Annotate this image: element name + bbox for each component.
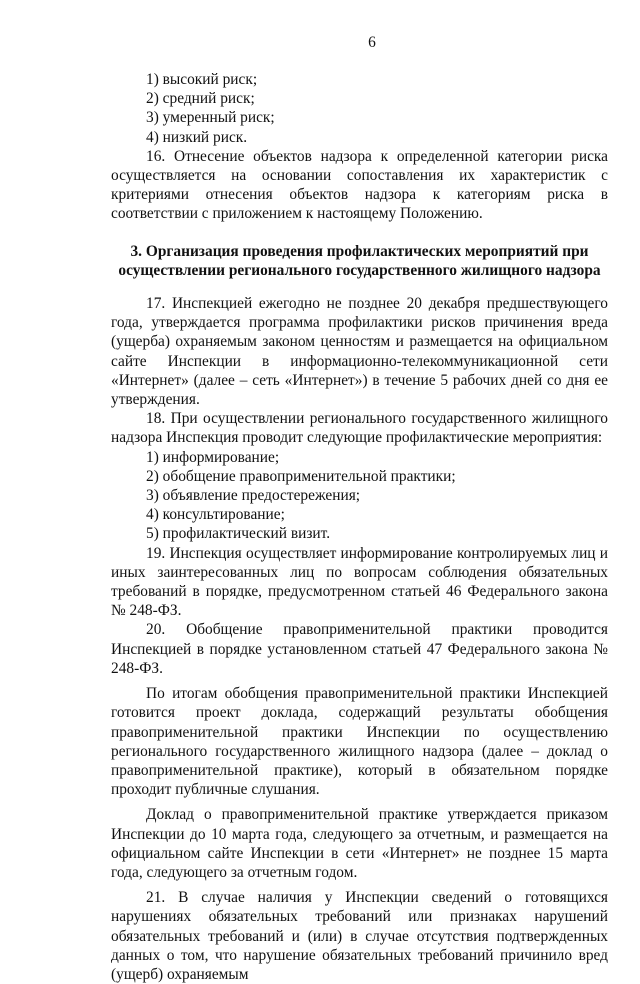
measure-item-2: 2) обобщение правоприменительной практики;	[146, 467, 456, 485]
risk-item-1: 1) высокий риск;	[146, 71, 258, 88]
document-body	[111, 70, 608, 984]
paragraph-20-report: Доклад о правоприменительной практике утверждается приказом Инспекции до 10 марта года, следующего за отчетным, и размещается на официальном сайте Инспекции в сети «Интернет» не позднее 15 марта года, следующего за отчетным годом.	[111, 806, 608, 881]
risk-item-2: 2) средний риск;	[146, 90, 255, 108]
risk-item-3: 3) умеренный риск;	[146, 109, 275, 127]
paragraph-16: 16. Отнесение объектов надзора к определенной категории риска осуществляется на основании сопоставления их характеристик с критериями отнесения объектов надзора к категориям риска в соответствии с приложением к настоящему Положению.	[111, 147, 608, 223]
measure-item-3: 3) объявление предостережения;	[146, 487, 361, 505]
risk-item-4: 4) низкий риск.	[146, 128, 248, 146]
page-number: 6	[368, 34, 376, 51]
measure-item-5: 5) профилактический визит.	[146, 525, 331, 543]
paragraph-21: 21. В случае наличия у Инспекции сведений о готовящихся нарушениях обязательных требований или признаках нарушений обязательных требований и (или) в случае отсутствия подтвержденных данных о том, что нарушение обязательных требований причинило вред (ущерб) охраняемым	[111, 889, 608, 983]
paragraph-18: 18. При осуществлении регионального государственного жилищного надзора Инспекция проводит следующие профилактические мероприятия:	[111, 410, 608, 447]
section-heading: 3. Организация проведения профилактических мероприятий при осуществлении регионального государственного жилищного надзора	[118, 242, 601, 279]
paragraph-20-results: По итогам обобщения правоприменительной практики Инспекцией готовится проект доклада, содержащий результаты обобщения правоприменительной практики Инспекции по осуществлению регионального государственного жилищного надзора (далее – доклад о правоприменительной практике), который в обязательном порядке проходит публичные слушания.	[111, 685, 608, 799]
measure-item-4: 4) консультирование;	[146, 506, 285, 524]
measure-item-1: 1) информирование;	[146, 448, 280, 466]
paragraph-17: 17. Инспекцией ежегодно не позднее 20 декабря предшествующего года, утверждается программа профилактики рисков причинения вреда (ущерба) охраняемым законом ценностям и размещается на официальном сайте Инспекции в информационно-телекоммуникационной сети «Интернет» (далее – сеть «Интернет») в течение 5 рабочих дней со дня ее утверждения.	[111, 295, 608, 409]
paragraph-20: 20. Обобщение правоприменительной практики проводится Инспекцией в порядке установленном статьей 47 Федерального закона № 248-ФЗ.	[111, 621, 608, 677]
paragraph-19: 19. Инспекция осуществляет информирование контролируемых лиц и иных заинтересованных лиц по вопросам соблюдения обязательных требований в порядке, предусмотренном статьей 46 Федерального закона № 248-ФЗ.	[111, 544, 608, 620]
